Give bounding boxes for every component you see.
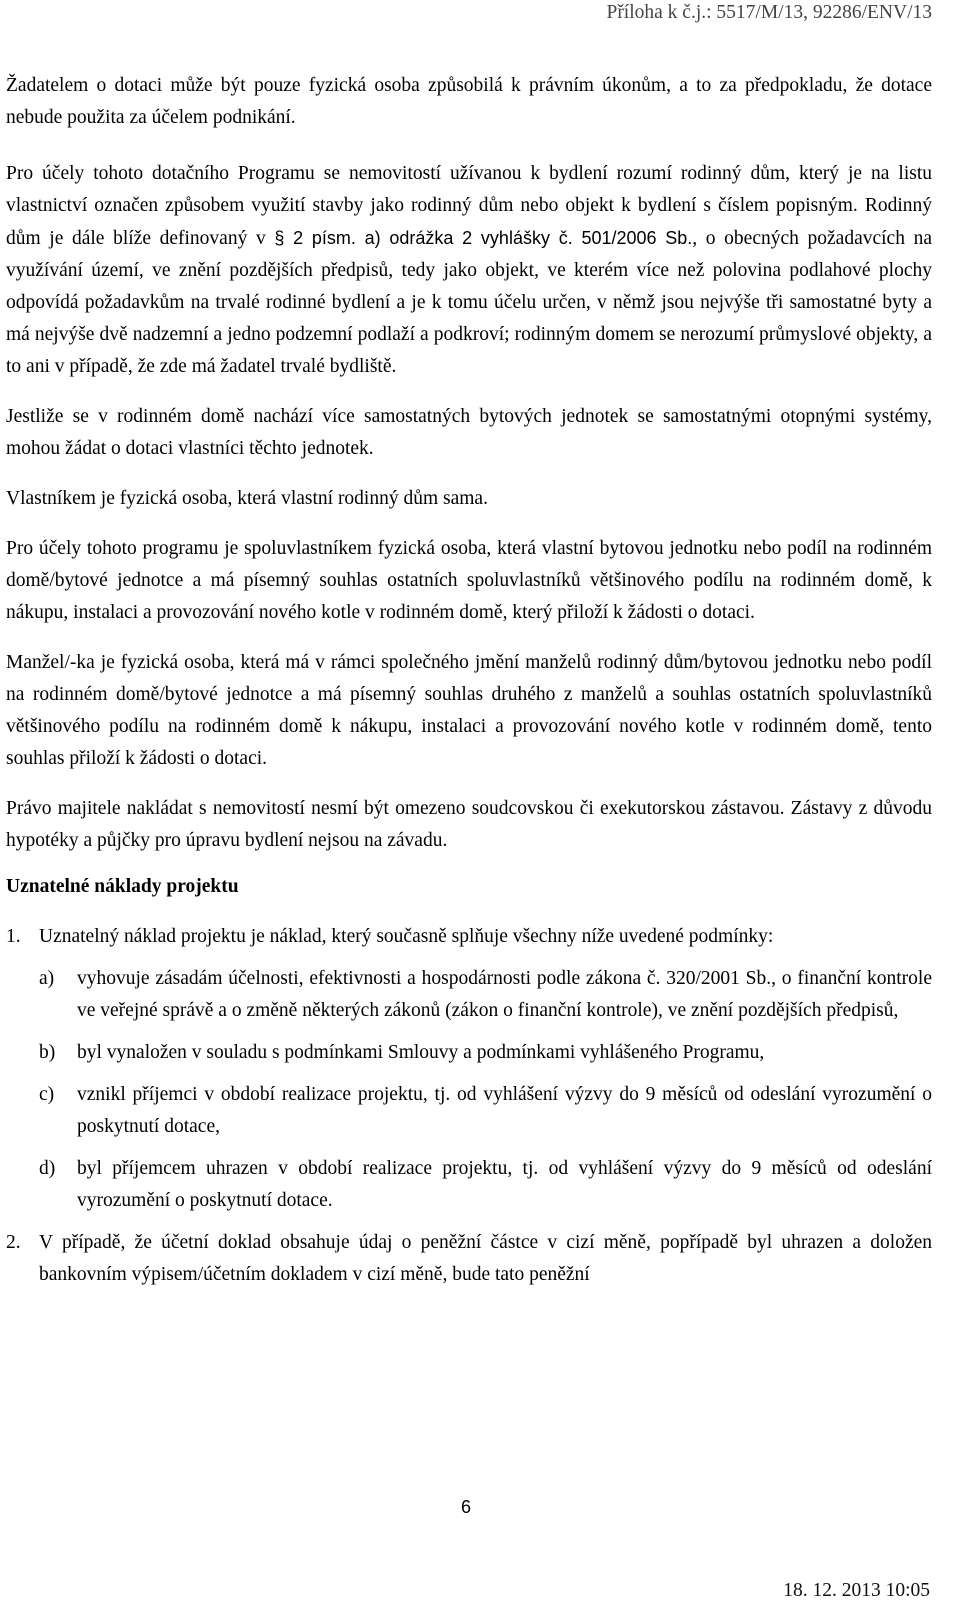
list-item-number: 2. xyxy=(6,1232,21,1253)
sub-item-label: c) xyxy=(39,1084,55,1105)
sub-item-label: a) xyxy=(39,968,55,989)
paragraph-definition xyxy=(6,158,932,383)
definition-ref-text: 2 písm. a) odrážka 2 vyhlášky č. 501/2006 Sb. xyxy=(284,228,693,248)
section-sign: § xyxy=(274,228,285,248)
list-item-text: Uznatelný náklad projektu je náklad, který současně splňuje všechny níže uvedené podmínky: xyxy=(39,926,774,947)
sub-item-label: d) xyxy=(39,1158,56,1179)
paragraph-units: Jestliže se v rodinném domě nachází více samostatných bytových jednotek se samostatnými otopnými systémy, mohou žádat o dotaci vlastníci těchto jednotek. xyxy=(6,406,932,459)
list-item xyxy=(6,921,932,1217)
paragraph-applicant: Žadatelem o dotaci může být pouze fyzická osoba způsobilá k právním úkonům, a to za předpokladu, že dotace nebude použita za účelem podnikání. xyxy=(6,75,932,128)
paragraph-owner: Vlastníkem je fyzická osoba, která vlastní rodinný dům sama. xyxy=(6,488,488,509)
sub-item-text: vyhovuje zásadám účelnosti, efektivnosti a hospodárnosti podle zákona č. 320/2001 Sb., o finanční kontrole ve veřejné správě a o změně některých zákonů (zákon o finanční kontrole), ve znění pozdějších předpisů, xyxy=(77,968,932,1021)
sub-item xyxy=(39,963,932,1027)
reference-header: Příloha k č.j.: 5517/M/13, 92286/ENV/13 xyxy=(606,2,932,23)
sub-item xyxy=(39,1037,932,1069)
page-number: 6 xyxy=(460,1497,471,1517)
cost-list xyxy=(6,921,932,1291)
list-item-number: 1. xyxy=(6,926,21,947)
definition-ref xyxy=(274,228,692,248)
paragraph-spouse: Manžel/-ka je fyzická osoba, která má v rámci společného jmění manželů rodinný dům/bytovou jednotku nebo podíl na rodinném domě/bytové jednotce a má písemný souhlas druhého z manželů a souhlas ostatních spoluvlastníků většinového podílu na rodinném domě k nákupu, instalaci a provozování nového kotle v rodinném domě, tento souhlas přiloží k žádosti o dotaci. xyxy=(6,652,932,769)
definition-text-end: , o obecných požadavcích na využívání území, ve znění pozdějších předpisů, tedy jako objekt, ve kterém více než polovina podlahové plochy odpovídá požadavkům na trvalé rodinné bydlení a je k tomu účelu určen, v němž jsou nejvýše tři samostatné byty a má nejvýše dvě nadzemní a jedno podzemní podlaží a podkroví; rodinným domem se nerozumí průmyslové objekty, a to ani v případě, že zde má žadatel trvalé bydliště. xyxy=(6,228,932,377)
sub-item-text: byl vynaložen v souladu s podmínkami Smlouvy a podmínkami vyhlášeného Programu, xyxy=(77,1042,765,1063)
sub-item xyxy=(39,1079,932,1143)
definition-text-start: Pro účely tohoto dotačního Programu se nemovitostí užívanou k bydlení rozumí rodinný dům, který je na listu vlastnictví označen způsobem využití stavby jako rodinný dům nebo objekt k bydlení s číslem popisným. Rodinný dům je dále blíže definovaný v xyxy=(6,163,932,249)
sub-item xyxy=(39,1153,932,1217)
sub-item-label: b) xyxy=(39,1042,56,1063)
paragraph-owner-right: Právo majitele nakládat s nemovitostí nesmí být omezeno soudcovskou či exekutorskou zástavou. Zástavy z důvodu hypotéky a půjčky pro úpravu bydlení nejsou na závadu. xyxy=(6,798,932,851)
list-item-text: V případě, že účetní doklad obsahuje údaj o peněžní částce v cizí měně, popřípadě byl uhrazen a doložen bankovním výpisem/účetním dokladem v cizí měně, bude tato peněžní xyxy=(39,1232,932,1285)
list-item xyxy=(6,1227,932,1291)
sub-item-text: vznikl příjemci v období realizace projektu, tj. od vyhlášení výzvy do 9 měsíců od odeslání vyrozumění o poskytnutí dotace, xyxy=(77,1084,932,1137)
document-body xyxy=(6,70,932,1301)
paragraph-coowner: Pro účely tohoto programu je spoluvlastníkem fyzická osoba, která vlastní bytovou jednotku nebo podíl na rodinném domě/bytové jednotce a má písemný souhlas ostatních spoluvlastníků většinového podílu na rodinném domě, k nákupu, instalaci a provozování nového kotle v rodinném domě, který přiloží k žádosti o dotaci. xyxy=(6,538,932,623)
timestamp: 18. 12. 2013 10:05 xyxy=(783,1580,930,1601)
section-title: Uznatelné náklady projektu xyxy=(6,876,239,897)
sub-item-text: byl příjemcem uhrazen v období realizace projektu, tj. od vyhlášení výzvy do 9 měsíců od odeslání vyrozumění o poskytnutí dotace. xyxy=(77,1158,932,1211)
